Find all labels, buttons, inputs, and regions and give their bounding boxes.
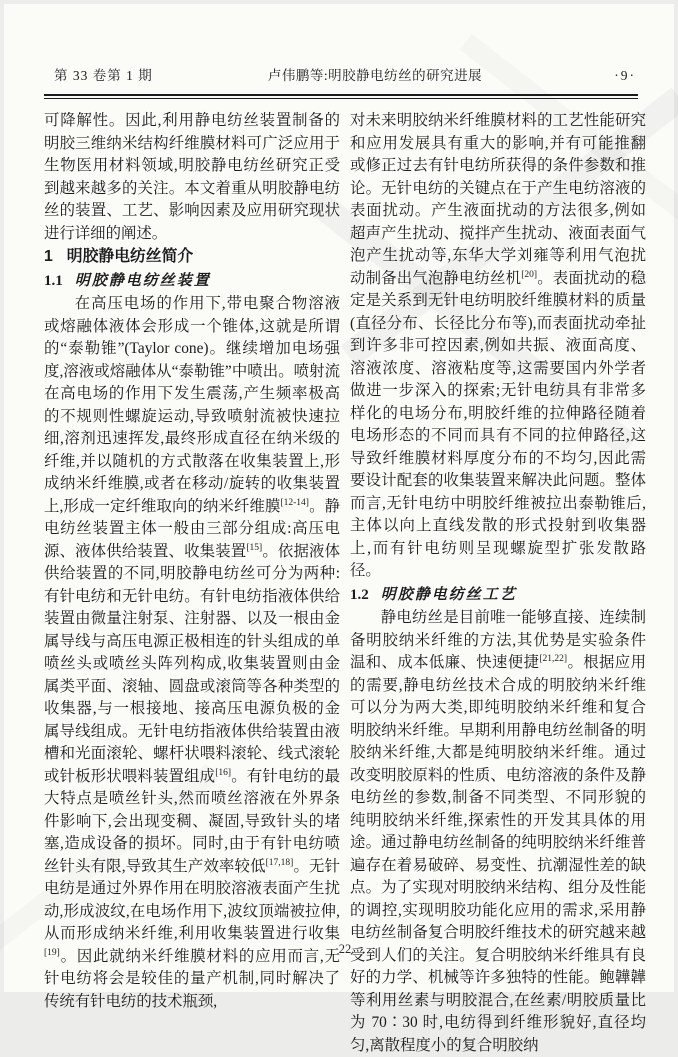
header-rule: [44, 94, 638, 99]
header-volume-issue: 第 33 卷第 1 期: [54, 68, 153, 83]
paragraph-device: 在高压电场的作用下,带电聚合物溶液或熔融体液体会形成一个锥体,这就是所谓的“泰勒锥”(Taylor cone)。继续增加电场强度,溶液或熔融体从“泰勒锥”中喷出。喷射流在高电场的作用下发生震荡,产生频率极高的不规则性螺旋运动,导致喷射流被快速拉细,溶剂迅速挥发,最终形成直径在纳米级的纤维,并以随机的方式散落在收集装置上,形成纳米纤维膜,或者在移动/旋转的收集装置上,形成一定纤维取向的纳米纤维膜[12-14]。静电纺丝装置主体一般由三部分组成:高压电源、液体供给装置、收集装置[15]。依据液体供给装置的不同,明胶静电纺丝可分为两种:有针电纺和无针电纺。有针电纺指液体供给装置由微量注射泵、注射器、以及一根由金属导线与高压电源正极相连的针头组成的单喷丝头或喷丝头阵列构成,收集装置则由金属类平面、滚轴、圆盘或滚筒等各种类型的收集器,与一根接地、接高压电源负极的金属导线组成。无针电纺指液体供给装置由液槽和光面滚轮、螺杆状喂料滚轮、线式滚轮或针板形状喂料装置组成[16]。有针电纺的最大特点是喷丝针头,然而喷丝溶液在外界条件影响下,会出现变稠、凝固,导致针头的堵塞,造成设备的损坏。同时,由于有针电纺喷丝针头有限,导致其生产效率较低[17,18]。无针电纺是通过外界作用在明胶溶液表面产生扰动,形成波纹,在电场作用下,波纹顶端被拉伸,从而形成纳米纤维,利用收集装置进行收集[19]。因此就纳米纤维膜材料的应用而言,无针电纺将会是较佳的量产机制,同时解决了传统有针电纺的技术瓶颈,: [44, 295, 340, 1010]
paragraph-intro: 可降解性。因此,利用静电纺丝装置制备的明胶三维纳米结构纤维膜材料可广泛应用于生物医用材料领域,明胶静电纺丝研究正受到越来越多的关注。本文着重从明胶静电纺丝的装置、工艺、影响因素及应用研究现状进行详细的阐述。: [44, 112, 340, 242]
column-right: [350, 110, 646, 1057]
section-heading-1: [44, 246, 340, 269]
footer-page-number: 22: [338, 942, 352, 956]
subsection-heading-1-2: [350, 584, 646, 607]
text-columns: [44, 110, 646, 1057]
subsection-number: 1.2: [350, 586, 369, 603]
paragraph-continuation: 对未来明胶纳米纤维膜材料的工艺性能研究和应用发展具有重大的影响,并有可能推翻或修正过去有针电纺所获得的条件参数和推论。无针电纺的关键点在于产生电纺溶液的表面扰动。产生液面扰动的方法很多,例如超声产生扰动、搅拌产生扰动、液面表面气泡产生扰动等,东华大学刘雍等利用气泡扰动制备出气泡静电纺丝机[20]。表面扰动的稳定是关系到无针电纺明胶纤维膜材料的质量(直径分布、长径比分布等),而表面扰动牵扯到许多非可控因素,例如共振、液面高度、溶液浓度、溶液粘度等,这需要国内外学者做进一步深入的探索;无针电纺具有非常多样化的电场分布,明胶纤维的拉伸路径随着电场形态的不同而具有不同的拉伸路径,这导致纤维膜材料厚度分布的不均匀,因此需要设计配套的收集装置来解决此问题。整体而言,无针电纺中明胶纤维被拉出泰勒锥后,主体以向上直线发散的形式投射到收集器上,而有针电纺则呈现螺旋型扩张发散路径。: [350, 112, 646, 579]
page-header: [54, 64, 636, 84]
citation-ref: [19]: [44, 947, 60, 958]
subsection-heading-1-1: [44, 270, 340, 293]
page-footer: [44, 942, 646, 957]
citation-ref: [17,18]: [265, 857, 294, 868]
section-title: 明胶静电纺丝简介: [66, 248, 194, 265]
citation-ref: [16]: [215, 767, 232, 778]
subsection-number: 1.1: [44, 272, 63, 289]
section-number: 1: [44, 248, 53, 265]
citation-ref: [15]: [246, 542, 263, 553]
column-left: [44, 110, 340, 1057]
paragraph-process: 静电纺丝是目前唯一能够直接、连续制备明胶纳米纤维的方法,其优势是实验条件温和、成本低廉、快速便捷[21,22]。根据应用的需要,静电纺丝技术合成的明胶纳米纤维可以分为两大类,即纯明胶纳米纤维和复合明胶纳米纤维。早期利用静电纺丝制备的明胶纳米纤维,大都是纯明胶纳米纤维。通过改变明胶原料的性质、电纺溶液的条件及静电纺丝的参数,制备不同类型、不同形貌的纯明胶纳米纤维,探索性的开发其具体的用途。通过静电纺丝制备的纯明胶纳米纤维普遍存在着易破碎、易变性、抗潮湿性差的缺点。为了实现对明胶纳米结构、组分及性能的调控,实现明胶功能化应用的需求,采用静电纺丝制备复合明胶纤维技术的研究越来越受到人们的关注。复合明胶纳米纤维具有良好的力学、机械等许多独特的性能。鲍韡韡等利用丝素与明胶混合,在丝素/明胶质量比为 70∶30 时,电纺得到纤维形貌好,直径均匀,离散程度小的复合明胶纳: [350, 609, 646, 1054]
subsection-title: 明胶静电纺丝装置: [74, 272, 211, 289]
header-page-marker: ·9·: [614, 68, 636, 83]
header-running-title: 卢伟鹏等:明胶静电纺丝的研究进展: [267, 68, 483, 83]
citation-ref: [12-14]: [280, 497, 309, 508]
citation-ref: [21,22]: [539, 653, 568, 664]
paper-page: [4, 4, 674, 1054]
citation-ref: [20]: [521, 269, 538, 280]
subsection-title: 明胶静电纺丝工艺: [380, 586, 517, 603]
